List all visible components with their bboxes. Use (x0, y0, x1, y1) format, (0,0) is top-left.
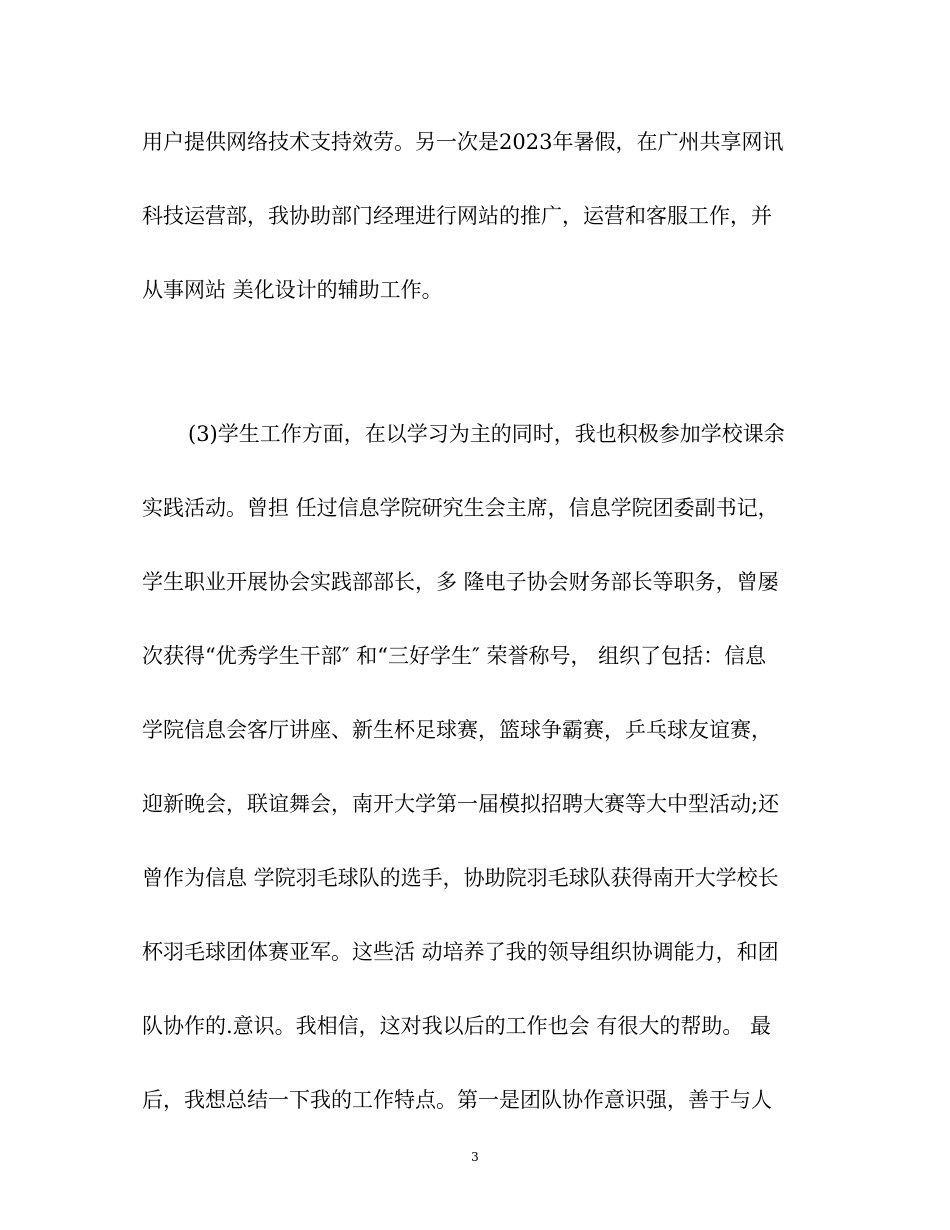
text-line: 科技运营部，我协助部门经理进行网站的推广，运营和客服工作，并 (142, 204, 772, 228)
text-line: 队协作的.意识。我相信，这对我以后的工作也会 有很大的帮助。 最 (142, 1014, 772, 1038)
text-line: 后，我想总结一下我的工作特点。第一是团队协作意识强，善于与人 (142, 1088, 772, 1112)
page-number: 3 (471, 1150, 479, 1164)
text-line: 用户提供网络技术支持效劳。另一次是2023年暑假，在广州共享网讯 (142, 130, 784, 154)
text-line: 学生职业开展协会实践部部长，多 隆电子协会财务部长等职务，曾屡 (142, 570, 779, 594)
text-line: 学院信息会客厅讲座、新生杯足球赛，篮球争霸赛，乒乓球友谊赛， (142, 718, 772, 742)
text-line: 实践活动。曾担 任过信息学院研究生会主席，信息学院团委副书记， (142, 496, 779, 520)
text-line: 从事网站 美化设计的辅助工作。 (142, 278, 443, 302)
text-line: 迎新晚会，联谊舞会，南开大学第一届模拟招聘大赛等大中型活动;还 (142, 792, 780, 816)
text-line: 杯羽毛球团体赛亚军。这些活 动培养了我的领导组织协调能力，和团 (142, 940, 779, 964)
text-line: 次获得“优秀学生干部″ 和“三好学生″ 荣誉称号， 组织了包括：信息 (142, 644, 767, 668)
text-line: 曾作为信息 学院羽毛球队的选手，协助院羽毛球队获得南开大学校长 (142, 866, 779, 890)
text-line: (3)学生工作方面，在以学习为主的同时，我也积极参加学校课余 (188, 422, 785, 446)
